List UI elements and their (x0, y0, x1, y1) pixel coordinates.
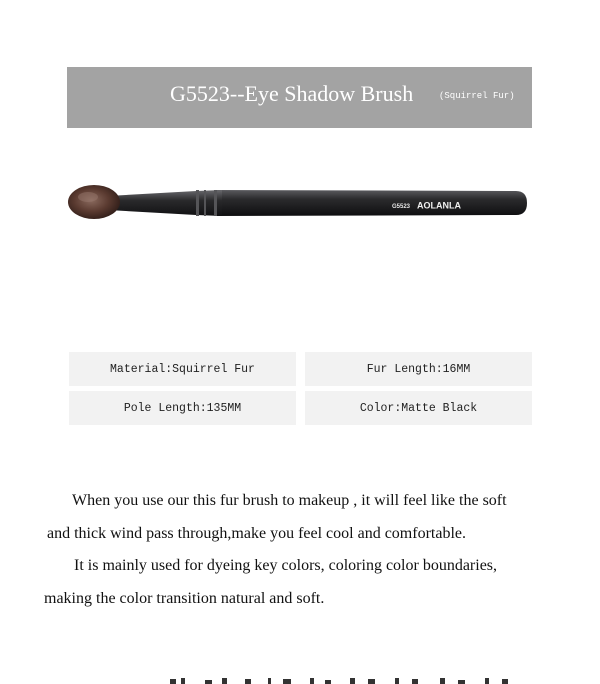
spec-pole-length-label: Pole Length:135MM (123, 401, 242, 415)
description-line-3: It is mainly used for dyeing key colors, coloring color boundaries, (74, 557, 498, 574)
description-line-4: making the color transition natural and soft. (44, 590, 325, 607)
eye-shadow-brush-image (64, 176, 534, 230)
brush-hair (68, 185, 120, 219)
title-banner (67, 67, 532, 128)
description-line-2: and thick wind pass through,make you feel cool and comfortable. (47, 525, 466, 542)
product-subtitle: (Squirrel Fur) (439, 91, 515, 101)
cropped-text-row (150, 676, 550, 684)
spec-material-label: Material:Squirrel Fur (110, 362, 255, 376)
product-title: G5523--Eye Shadow Brush (170, 81, 414, 106)
spec-pole-length (69, 391, 296, 425)
spec-color-label: Color:Matte Black (359, 401, 478, 415)
brush-handle (214, 190, 527, 216)
spec-fur-length (305, 352, 532, 386)
spec-color (305, 391, 532, 425)
spec-fur-length-label: Fur Length:16MM (366, 362, 471, 376)
brush-brand-mark: AOLANLA (417, 200, 461, 211)
description-line-1: When you use our this fur brush to makeup , it will feel like the soft (72, 492, 507, 509)
spec-material (69, 352, 296, 386)
brush-model-mark: G5523 (392, 204, 411, 210)
